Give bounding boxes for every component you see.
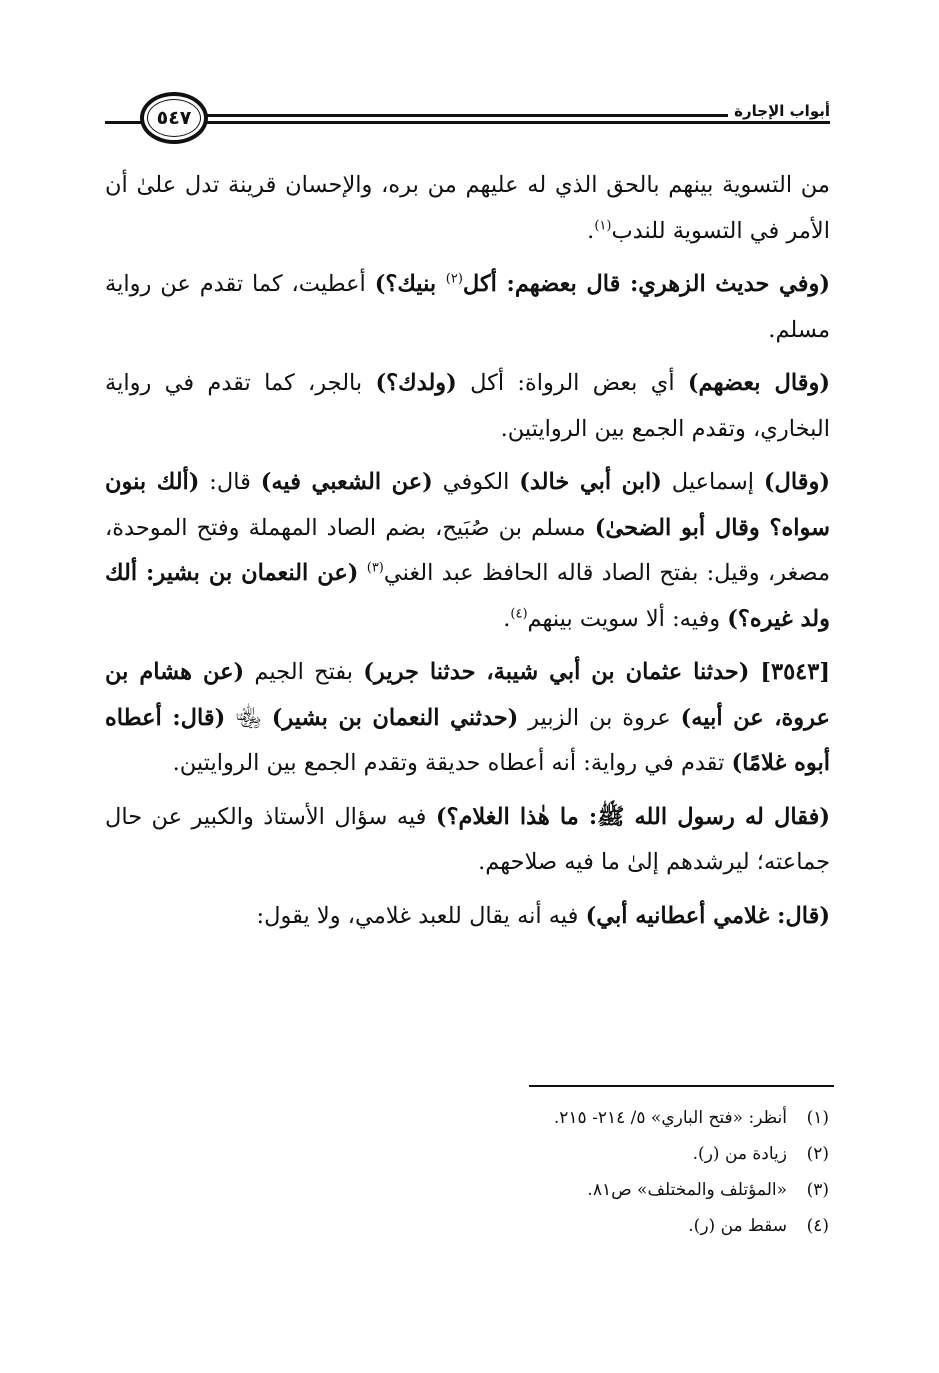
- text-run: أعطيت، كما تقدم عن رواية مسلم.: [105, 271, 830, 343]
- bold-text: (ابن أبي خالد): [519, 469, 662, 495]
- paragraph: [105, 894, 830, 940]
- text-run: أي بعض الرواة: أكل: [456, 370, 688, 396]
- text-run: [358, 560, 366, 586]
- text-run: فيه أنه يقال للعبد غلامي، ولا يقول:: [256, 902, 586, 929]
- text-run: ﵄: [225, 704, 272, 731]
- bold-text: (قال: أعطاه أبوه غلامًا): [105, 704, 830, 776]
- bold-text: (قال: غلامي أعطانيه أبي): [585, 902, 830, 929]
- bold-text: (وفي حديث الزهري: قال بعضهم: أكل: [462, 271, 831, 297]
- text-run: قال:: [199, 469, 261, 495]
- text-run: بالجر، كما تقدم في رواية البخاري، وتقدم الجمع بين الروايتين.: [105, 370, 830, 442]
- footnote-number: (٢): [806, 1144, 829, 1164]
- chapter-title: أبواب الإجارة: [728, 102, 830, 120]
- text-run: تقدم في رواية: أنه أعطاه حديقة وتقدم الجمع بين الروايتين.: [172, 750, 732, 776]
- text-run: .: [587, 217, 595, 244]
- bold-text: (ولدك؟): [375, 370, 457, 396]
- text-run: بفتح الجيم: [244, 659, 364, 685]
- page-number: ٥٤٧: [140, 92, 208, 144]
- bold-text: بنيك؟): [374, 271, 446, 297]
- bold-text: (وقال بعضهم): [687, 370, 830, 396]
- footnote-marker: (١): [594, 218, 612, 233]
- running-header: [105, 92, 830, 152]
- bold-text: (عن الشعبي فيه): [260, 469, 433, 495]
- footnote: [129, 1136, 829, 1172]
- paragraph: [105, 795, 830, 886]
- footnote: [129, 1172, 829, 1208]
- footnotes: [129, 1100, 829, 1244]
- paragraph: [105, 262, 830, 353]
- footnote-marker: (٣): [366, 560, 384, 576]
- text-run: فيه سؤال الأستاذ والكبير عن حال جماعته؛ ليرشدهم إلىٰ ما فيه صلاحهم.: [105, 803, 830, 875]
- footnote-text: أنظر: «فتح الباري» ٥/ ٢١٤- ٢١٥.: [553, 1108, 787, 1128]
- footnote-marker: (٤): [510, 606, 528, 621]
- footnote: [129, 1208, 829, 1244]
- bold-text: [٣٥٤٣] (حدثنا عثمان بن أبي شيبة، حدثنا جرير): [363, 659, 830, 685]
- header-rule-bottom: [105, 121, 830, 124]
- bold-text: (عن النعمان بن بشير: ألك ولد غيره؟): [105, 560, 830, 632]
- text-run: مسلم بن صُبَيح، بضم الصاد المهملة وفتح الموحدة، مصغر، وقيل: بفتح الصاد قاله الحافظ عبد الغني: [105, 514, 830, 586]
- bold-text: (وقال): [763, 469, 831, 495]
- bold-text: (عن هشام بن عروة، عن أبيه): [105, 659, 830, 731]
- paragraph: [105, 163, 830, 254]
- text-run: إسماعيل: [661, 469, 764, 495]
- footnote-marker: (٢): [445, 271, 463, 287]
- text-run: من التسوية بينهم بالحق الذي له عليهم من بره، والإحسان قرينة تدل علىٰ أن الأمر في التسوية للندب: [105, 172, 830, 244]
- bold-text: (فقال له رسول الله ﷺ: ما هٰذا الغلام؟): [435, 803, 830, 830]
- footnote-text: «المؤتلف والمختلف» ص٨١.: [587, 1180, 787, 1200]
- footnote-number: (٤): [806, 1216, 829, 1236]
- text-run: .: [503, 605, 511, 632]
- footnote-text: زيادة من (ر).: [692, 1144, 787, 1164]
- bold-text: (حدثني النعمان بن بشير): [271, 704, 519, 731]
- footnote-text: سقط من (ر).: [688, 1216, 787, 1236]
- text-run: الكوفي: [432, 469, 520, 495]
- text-run: عروة بن الزبير: [518, 704, 681, 731]
- main-text: [105, 163, 830, 947]
- paragraph: [105, 460, 830, 642]
- text-run: وفيه: ألا سويت بينهم: [527, 605, 728, 632]
- footnote-number: (٣): [806, 1180, 829, 1200]
- paragraph: [105, 361, 830, 452]
- footnote: [129, 1100, 829, 1136]
- footnote-number: (١): [806, 1108, 829, 1128]
- bold-text: (ألك بنون سواه؟ وقال أبو الضحىٰ): [105, 469, 830, 541]
- paragraph: [105, 650, 830, 787]
- footnote-separator: [529, 1085, 834, 1087]
